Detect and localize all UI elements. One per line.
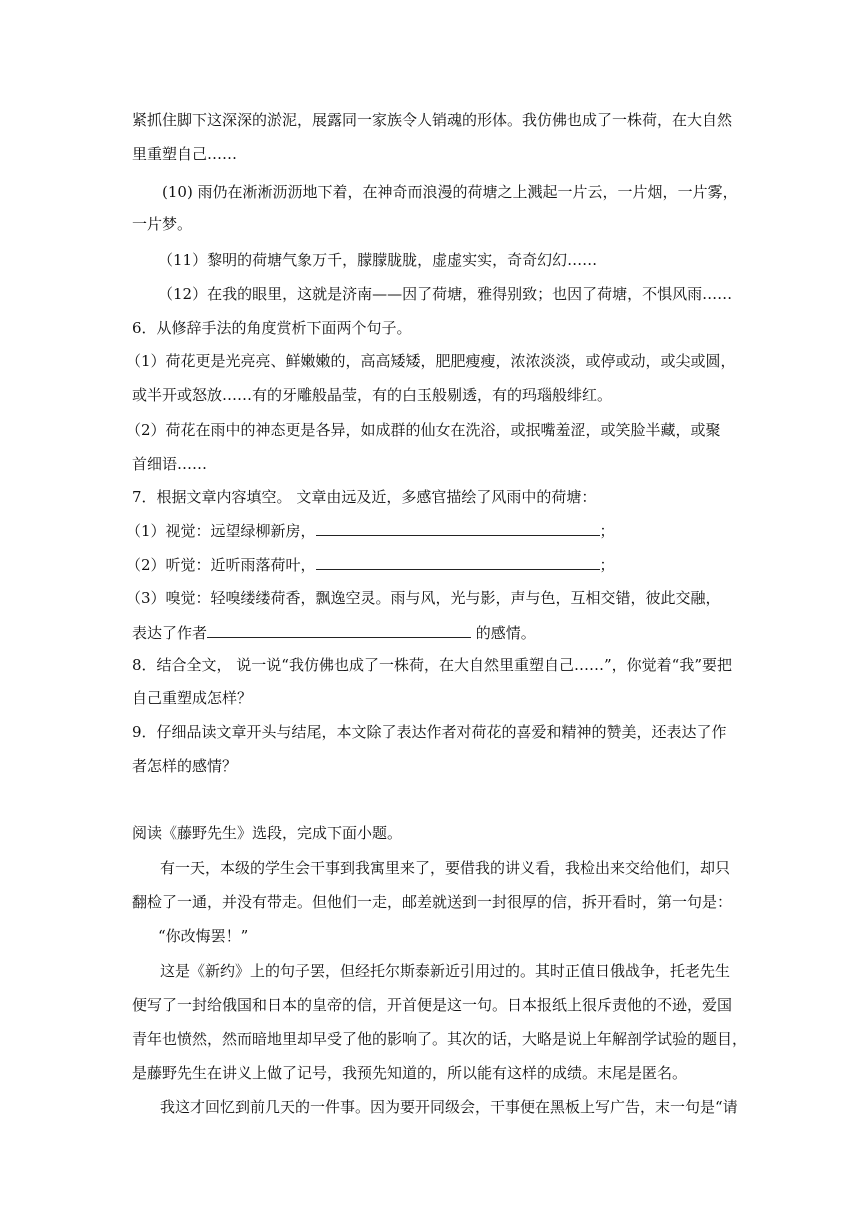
question-7-item-1-end: ； <box>599 522 615 540</box>
excerpt-paragraph-4: 我这才回忆到前几天的一件事。因为要开同级会，干事便在黑板上写广告，末一句是“请 <box>160 1098 738 1116</box>
question-7-item-3-fill <box>132 622 536 643</box>
question-6-sentence-1: （1）荷花更是光亮亮、鲜嫩嫩的，高高矮矮，肥肥瘦瘦，浓浓淡淡，或停或动，或尖或圆， <box>126 352 736 370</box>
question-6-sentence-1: 或半开或怒放……有的牙雕般晶莹，有的白玉般剔透，有的玛瑙般绯红。 <box>132 386 613 404</box>
excerpt-paragraph-3: 青年也愤然，然而暗地里却早受了他的影响了。其次的话，大略是说上年解剖学试验的题目， <box>132 1030 748 1048</box>
excerpt-paragraph-1: 有一天，本级的学生会干事到我寓里来了，要借我的讲义看，我检出来交给他们，却只 <box>160 859 731 877</box>
paragraph-12: （12）在我的眼里，这就是济南——因了荷塘，雅得别致；也因了荷塘，不惧风雨…… <box>158 285 733 303</box>
excerpt-paragraph-2: “你改悔罢！” <box>158 927 249 945</box>
question-7-item-1 <box>126 520 615 541</box>
answer-blank[interactable] <box>316 554 600 570</box>
question-7-item-3-prefix: 表达了作者 <box>132 624 208 642</box>
question-6-stem: 6．从修辞手法的角度赏析下面两个句子。 <box>132 319 412 337</box>
paragraph-11: （11）黎明的荷塘气象万千，朦朦胧胧，虚虚实实，奇奇幻幻…… <box>158 251 598 269</box>
question-7-stem: 7．根据文章内容填空。 文章由远及近，多感官描绘了风雨中的荷塘： <box>132 488 597 506</box>
passage-line: 里重塑自己…… <box>132 145 238 163</box>
answer-blank[interactable] <box>207 622 471 638</box>
question-8: 8．结合全文， 说一说“我仿佛也成了一株荷，在大自然里重塑自己……”，你觉着“我”要把 <box>132 656 732 674</box>
excerpt-paragraph-1: 翻检了一通，并没有带走。但他们一走，邮差就送到一封很厚的信，拆开看时，第一句是： <box>132 893 733 911</box>
passage-line: 紧抓住脚下这深深的淤泥，展露同一家族令人销魂的形体。我仿佛也成了一株荷，在大自然 <box>132 111 733 129</box>
question-8: 自己重塑成怎样？ <box>132 689 253 707</box>
question-9: 9．仔细品读文章开头与结尾，本文除了表达作者对荷花的喜爱和精神的赞美，还表达了作 <box>132 723 727 741</box>
question-7-item-3: （3）嗅觉：轻嗅缕缕荷香，飘逸空灵。雨与风，光与影，声与色，互相交错，彼此交融， <box>126 589 721 607</box>
question-9: 者怎样的感情？ <box>132 757 238 775</box>
question-7-item-3-suffix: 的感情。 <box>471 624 536 642</box>
question-7-item-2-prompt: （2）听觉：近听雨落荷叶， <box>126 556 316 574</box>
question-7-item-2 <box>126 554 615 575</box>
question-7-item-1-prompt: （1）视觉：远望绿柳新房， <box>126 522 316 540</box>
excerpt-paragraph-3: 便写了一封给俄国和日本的皇帝的信，开首便是这一句。日本报纸上很斥责他的不逊，爱国 <box>132 996 733 1014</box>
answer-blank[interactable] <box>316 520 600 536</box>
question-6-sentence-2: 首细语…… <box>132 455 208 473</box>
paragraph-10-line: (10) 雨仍在淅淅沥沥地下着，在神奇而浪漫的荷塘之上溅起一片云，一片烟，一片雾， <box>162 183 738 201</box>
question-6-sentence-2: （2）荷花在雨中的神态更是各异，如成群的仙女在洗浴，或抿嘴羞涩，或笑脸半藏，或聚 <box>126 421 721 439</box>
excerpt-paragraph-3: 这是《新约》上的句子罢，但经托尔斯泰新近引用过的。其时正值日俄战争，托老先生 <box>160 962 731 980</box>
section-intro: 阅读《藤野先生》选段，完成下面小题。 <box>132 824 403 842</box>
paragraph-10-line: 一片梦。 <box>132 215 193 233</box>
question-7-item-2-end: ； <box>599 556 615 574</box>
excerpt-paragraph-3: 是藤野先生在讲义上做了记号，我预先知道的，所以能有这样的成绩。末尾是匿名。 <box>132 1064 688 1082</box>
